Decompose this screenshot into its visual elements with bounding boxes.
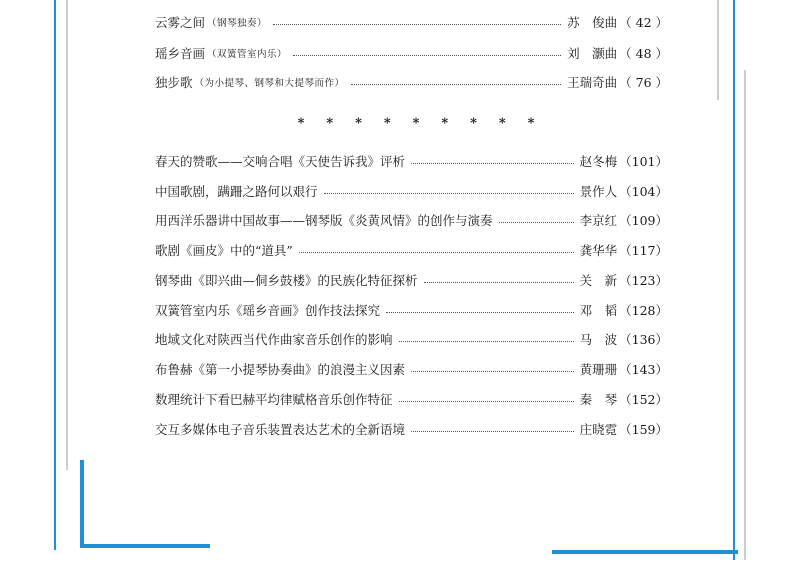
- separator-star: *: [441, 116, 449, 131]
- separator-star: *: [527, 116, 535, 131]
- toc-entry-page: （ 42 ）: [619, 15, 668, 30]
- toc-entry-page: （117）: [619, 243, 668, 258]
- toc-entry-page: （104）: [619, 184, 668, 199]
- toc-entry-subtitle: （双簧管室内乐）: [207, 49, 288, 60]
- toc-entry-author: 关 新: [579, 273, 618, 288]
- dot-leader: [273, 24, 561, 25]
- dot-leader: [386, 312, 574, 313]
- dot-leader: [399, 341, 574, 342]
- dot-leader: [324, 193, 574, 194]
- toc-entry: [155, 72, 668, 92]
- toc-entry-title: 数理统计下看巴赫平均律赋格音乐创作特征: [155, 392, 393, 407]
- toc-entry-author: 马 波: [579, 332, 618, 347]
- toc-entry-page: （109）: [619, 213, 668, 228]
- toc-entry-title: 中国歌剧，蹒跚之路何以艰行: [155, 184, 318, 199]
- toc-entry: [155, 359, 668, 379]
- separator-star: *: [470, 116, 477, 131]
- dot-leader: [299, 252, 574, 253]
- toc-entry-author: 刘 灏曲: [567, 46, 618, 61]
- toc-entry: [155, 389, 668, 409]
- dot-leader: [411, 163, 574, 164]
- toc-entry: [155, 419, 668, 439]
- toc-entry: [155, 300, 668, 320]
- toc-entry-title: 交互多媒体电子音乐装置表达艺术的全新语境: [155, 422, 406, 437]
- toc-entry-author: 秦 琴: [579, 392, 618, 407]
- separator-star: *: [326, 116, 334, 131]
- toc-entry: [155, 12, 668, 32]
- toc-entry: [155, 270, 668, 290]
- toc-entry-author: 苏 俊曲: [567, 15, 618, 30]
- toc-entry-author: 赵冬梅: [579, 154, 618, 169]
- toc-entry-page: （159）: [619, 422, 668, 437]
- separator-star: *: [498, 116, 506, 131]
- toc-entry: [155, 329, 668, 349]
- separator-star: *: [355, 116, 362, 131]
- toc-entry-author: 李京红: [579, 213, 618, 228]
- toc-entry-page: （152）: [619, 392, 668, 407]
- toc-entry-page: （ 76 ）: [619, 75, 668, 90]
- toc-entry-title: 云雾之间: [155, 15, 206, 30]
- toc-entry: [155, 151, 668, 171]
- toc-entry: [155, 181, 668, 201]
- toc-entry-title: 瑶乡音画: [155, 46, 206, 61]
- separator-star: *: [297, 116, 305, 131]
- toc-entry-page: （136）: [619, 332, 668, 347]
- dot-leader: [411, 431, 574, 432]
- toc-entry-title: 钢琴曲《即兴曲—侗乡鼓楼》的民族化特征探析: [155, 273, 418, 288]
- toc-entry-title: 地域文化对陕西当代作曲家音乐创作的影响: [155, 332, 393, 347]
- toc-entry-author: 王瑞奇曲: [567, 75, 618, 90]
- toc-entry-subtitle: （为小提琴、钢琴和大提琴而作）: [194, 78, 345, 89]
- toc-entry-title: 用西洋乐器讲中国故事——钢琴版《炎黄风情》的创作与演奏: [155, 213, 493, 228]
- toc-entry-page: （128）: [619, 303, 668, 318]
- toc-entry-author: 黄珊珊: [579, 362, 618, 377]
- separator-star: *: [383, 116, 391, 131]
- toc-entry-page: （ 48 ）: [619, 46, 668, 61]
- dot-leader: [411, 371, 574, 372]
- dot-leader: [293, 55, 561, 56]
- toc-entry-author: 龚华华: [579, 243, 618, 258]
- dot-leader: [499, 222, 574, 223]
- toc-entry-page: （101）: [619, 154, 668, 169]
- toc-entry-title: 歌剧《画皮》中的“道具”: [155, 243, 293, 258]
- dot-leader: [399, 401, 574, 402]
- separator-star: *: [412, 116, 420, 131]
- dot-leader: [351, 84, 562, 85]
- toc-entry: [155, 43, 668, 63]
- toc-entry-title: 春天的赞歌——交响合唱《天使告诉我》评析: [155, 154, 406, 169]
- toc-entry-title: 双簧管室内乐《瑶乡音画》创作技法探究: [155, 303, 381, 318]
- toc-entry: [155, 210, 668, 230]
- toc-entry-author: 景作人: [579, 184, 618, 199]
- toc-entry-author: 庄晓霓: [579, 422, 618, 437]
- dot-leader: [424, 282, 574, 283]
- toc-entry-page: （123）: [619, 273, 668, 288]
- toc-entry: [155, 240, 668, 260]
- toc-entry-author: 邓 韬: [579, 303, 618, 318]
- toc-entry-title: 独步歌: [155, 75, 193, 90]
- toc-entry-subtitle: （钢琴独奏）: [207, 18, 268, 29]
- toc-entry-page: （143）: [619, 362, 668, 377]
- toc-entry-title: 布鲁赫《第一小提琴协奏曲》的浪漫主义因素: [155, 362, 406, 377]
- section-separator: [296, 116, 536, 131]
